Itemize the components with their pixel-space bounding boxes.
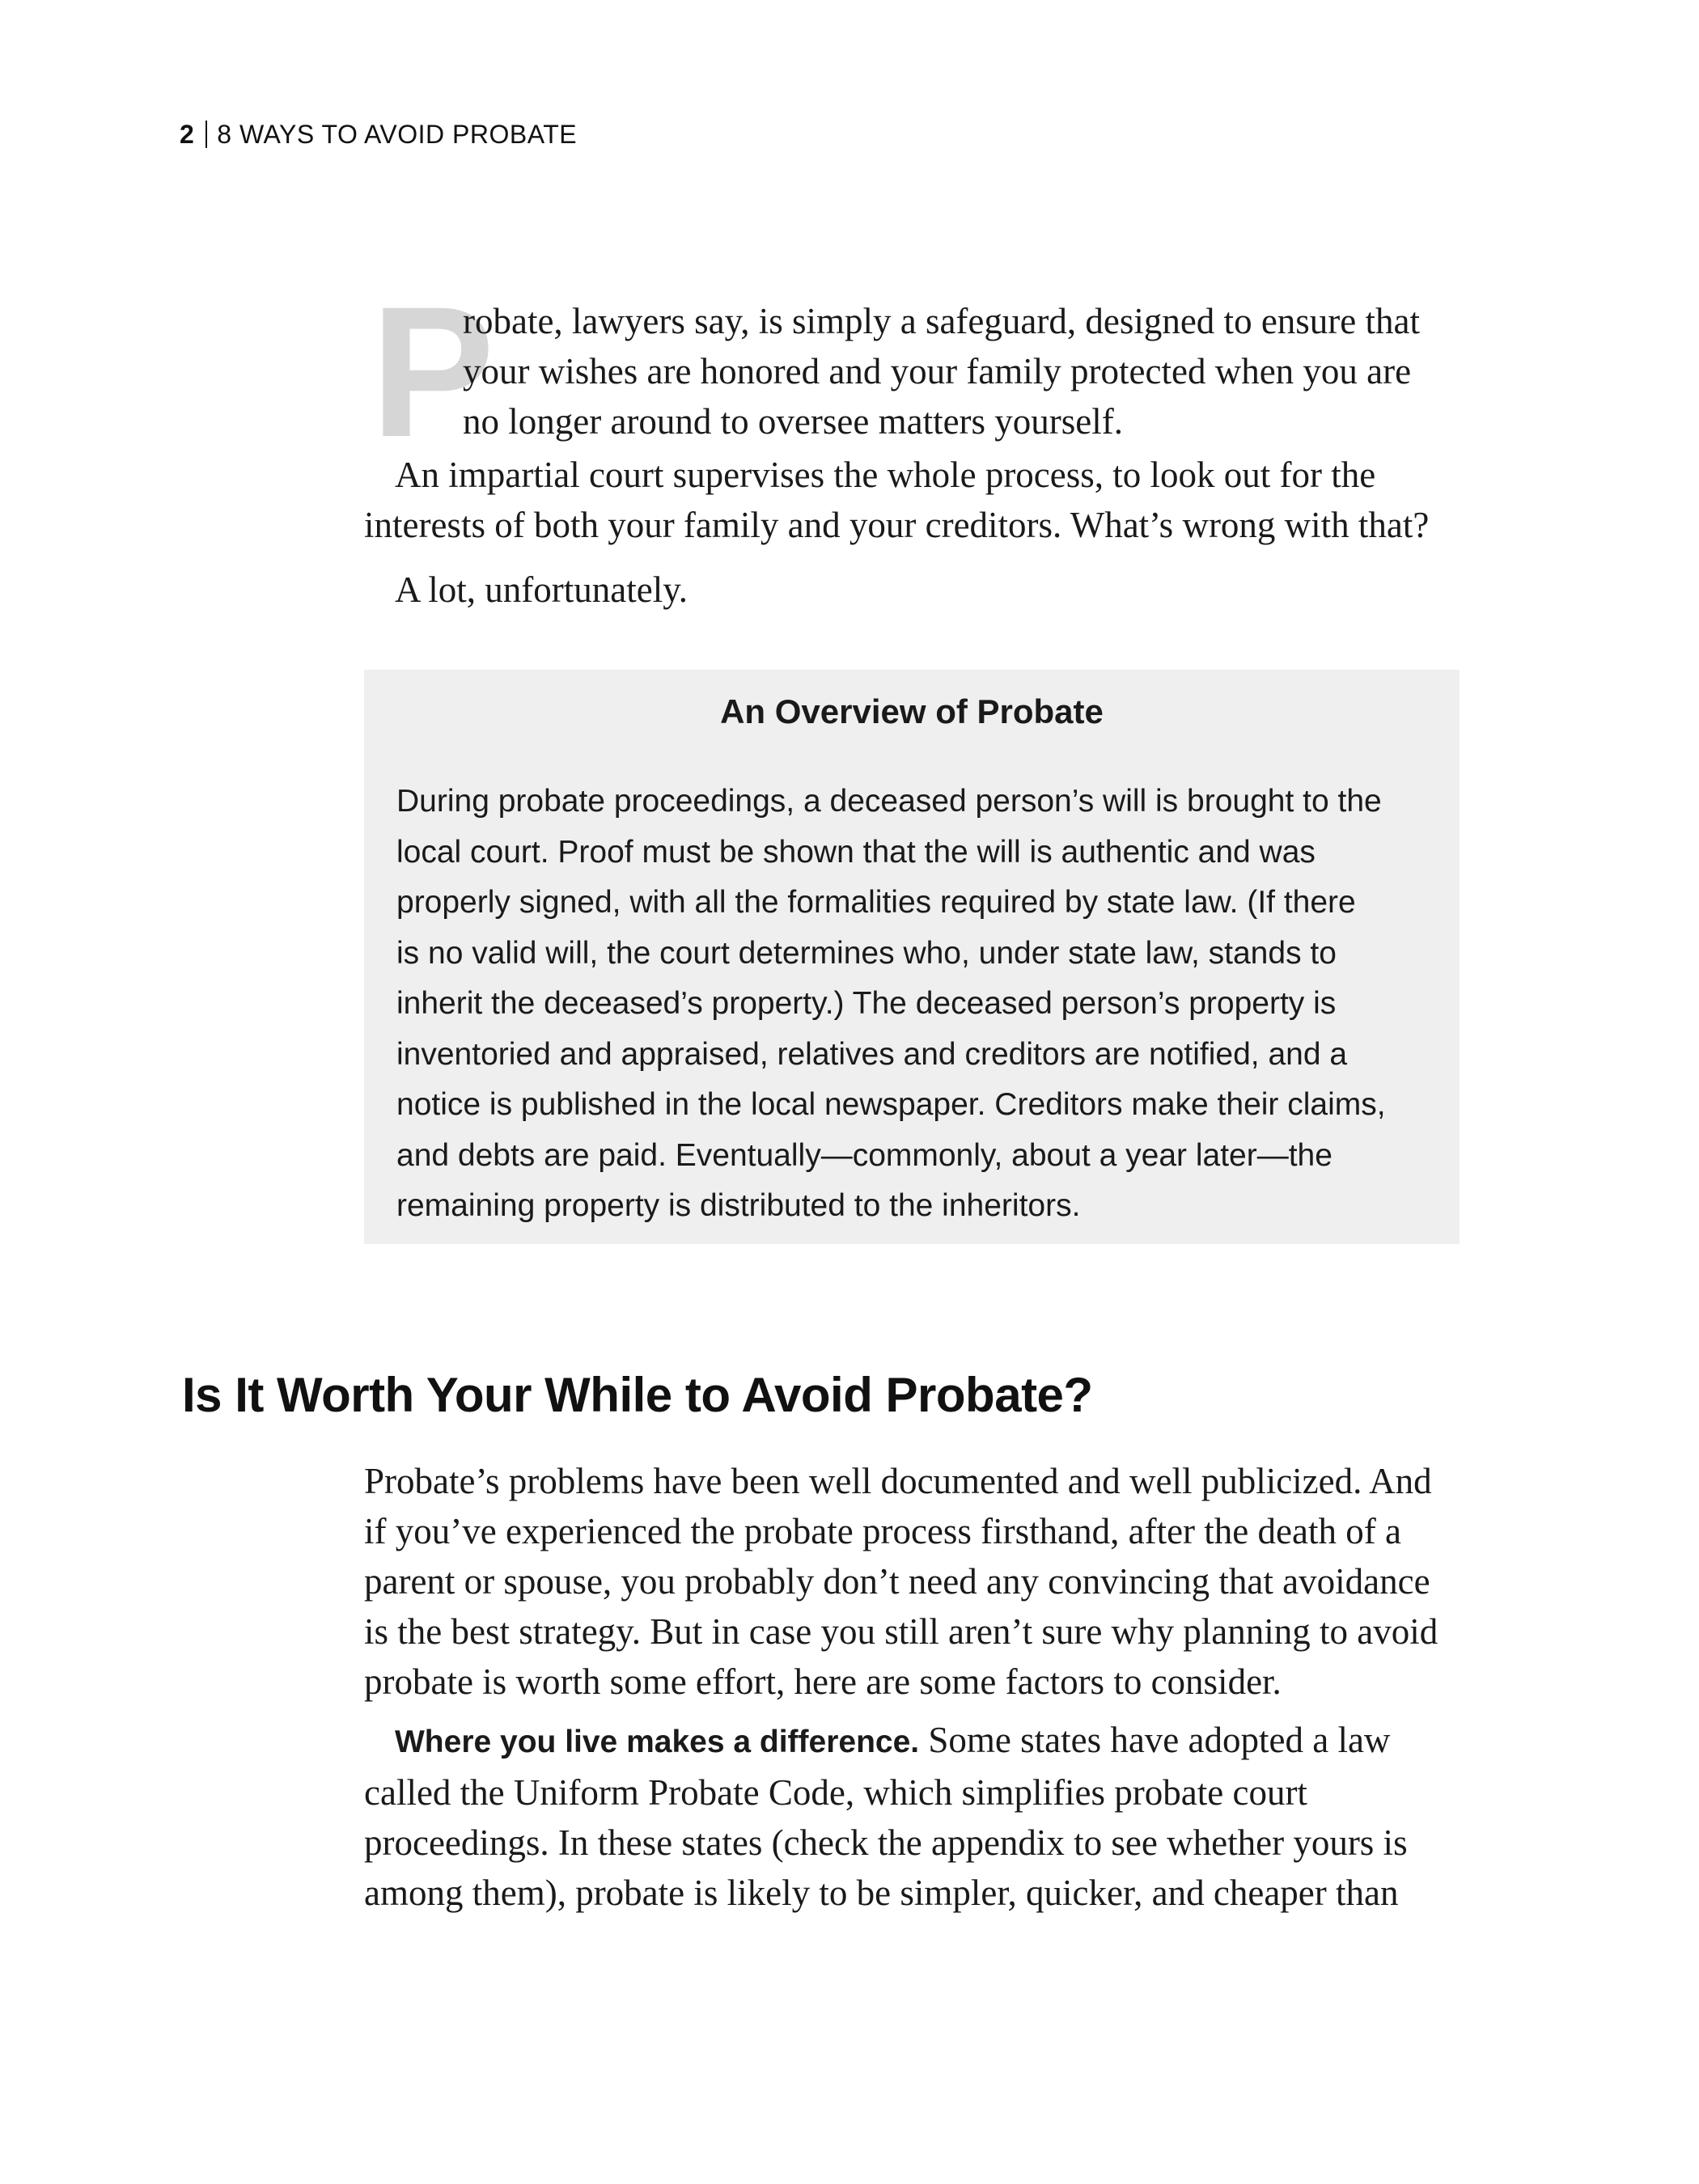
- paragraph-line: An impartial court supervises the whole process, to look out for the: [395, 455, 1376, 495]
- sidebar-body: [396, 777, 1440, 1232]
- section-paragraph-2: [364, 1715, 1481, 1918]
- sidebar-line: properly signed, with all the formalities required by state law. (If there: [396, 885, 1356, 920]
- running-header: [180, 120, 577, 150]
- run-in-heading: Where you live makes a difference.: [395, 1725, 920, 1759]
- sidebar-line: During probate proceedings, a deceased person’s will is brought to the: [396, 784, 1382, 819]
- paragraph-line: called the Uniform Probate Code, which simplifies probate court: [364, 1772, 1307, 1813]
- drop-cap: P: [371, 268, 495, 476]
- header-divider: [205, 121, 207, 148]
- intro-line: robate, lawyers say, is simply a safeguard, designed to ensure that: [463, 301, 1420, 341]
- paragraph-line-text: Some states have adopted a law: [919, 1720, 1391, 1760]
- paragraph-line: is the best strategy. But in case you still aren’t sure why planning to avoid: [364, 1611, 1438, 1652]
- paragraph-line: A lot, unfortunately.: [395, 569, 688, 610]
- sidebar-box: [364, 670, 1460, 1244]
- sidebar-line: local court. Proof must be shown that the will is authentic and was: [396, 834, 1316, 870]
- sidebar-line: is no valid will, the court determines who, under state law, stands to: [396, 935, 1337, 971]
- sidebar-line: notice is published in the local newspaper. Creditors make their claims,: [396, 1087, 1386, 1122]
- page-number: 2: [180, 120, 195, 149]
- sidebar-line: remaining property is distributed to the inheritors.: [396, 1188, 1081, 1223]
- paragraph-line: if you’ve experienced the probate process firsthand, after the death of a: [364, 1511, 1401, 1551]
- sidebar-line: inventoried and appraised, relatives and creditors are notified, and a: [396, 1036, 1348, 1072]
- intro-line: no longer around to oversee matters yourself.: [463, 401, 1123, 442]
- intro-paragraph-2: [364, 450, 1464, 550]
- intro-paragraph-3: [364, 565, 1464, 615]
- section-paragraph-1: [364, 1456, 1481, 1707]
- book-title: 8 WAYS TO AVOID PROBATE: [217, 120, 578, 149]
- intro-line: your wishes are honored and your family protected when you are: [463, 351, 1412, 392]
- paragraph-line: among them), probate is likely to be simpler, quicker, and cheaper than: [364, 1873, 1399, 1913]
- sidebar-title: An Overview of Probate: [720, 692, 1104, 730]
- intro-paragraph: [463, 296, 1466, 447]
- sidebar-line: and debts are paid. Eventually—commonly, about a year later—the: [396, 1137, 1333, 1173]
- paragraph-line: Probate’s problems have been well documented and well publicized. And: [364, 1461, 1432, 1501]
- section-heading: Is It Worth Your While to Avoid Probate?: [182, 1368, 1093, 1422]
- sidebar-line: inherit the deceased’s property.) The deceased person’s property is: [396, 986, 1337, 1021]
- paragraph-line: [364, 1715, 1481, 1767]
- paragraph-line: parent or spouse, you probably don’t need any convincing that avoidance: [364, 1561, 1430, 1602]
- paragraph-line: probate is worth some effort, here are some factors to consider.: [364, 1661, 1282, 1702]
- paragraph-line: interests of both your family and your creditors. What’s wrong with that?: [364, 505, 1430, 545]
- paragraph-line: proceedings. In these states (check the appendix to see whether yours is: [364, 1822, 1408, 1863]
